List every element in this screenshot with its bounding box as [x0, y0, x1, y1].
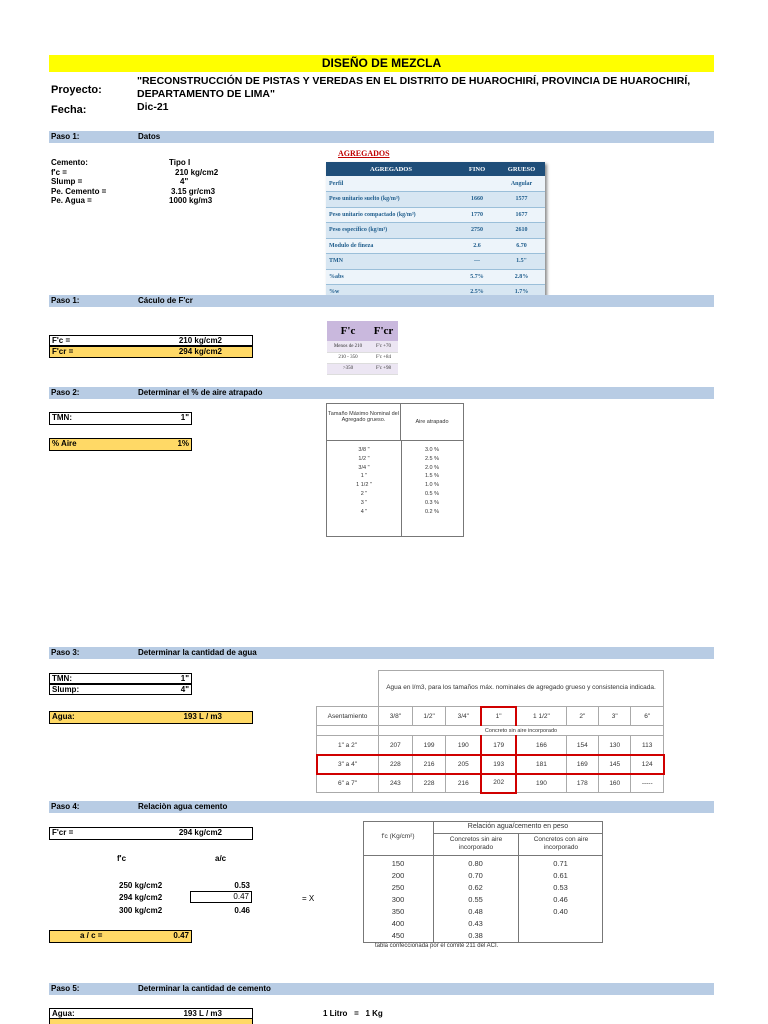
table-cell: F'c +84: [369, 352, 398, 363]
table-header: 6": [631, 707, 664, 726]
table-cell: Peso unitario suelto (kg/m³): [326, 192, 456, 208]
step-title: Cáculo de F'cr: [138, 296, 193, 305]
table-cell: 193: [481, 755, 516, 774]
agregados-title: AGREGADOS: [338, 149, 390, 158]
step-bar-datos: [49, 131, 714, 143]
ac-table-col0: f'c (Kg/cm²): [381, 833, 415, 840]
table-row: [327, 363, 398, 374]
table-cell: 1.5 %: [424, 473, 440, 480]
table-cell: %abs: [326, 269, 456, 285]
table-row: [326, 192, 545, 208]
datos-label: Pe. Agua =: [51, 196, 92, 205]
slump-value: 4": [180, 685, 189, 694]
table-row: [326, 223, 545, 239]
fcr-value: 294 kg/cm2: [178, 347, 222, 356]
table-cell: 5.7%: [456, 269, 498, 285]
fecha-value: Dic-21: [137, 101, 169, 113]
interp-ac: 0.46: [234, 906, 250, 915]
table-cell: 0.62: [468, 883, 483, 892]
table-subheader-row: [317, 726, 664, 736]
datos-value: Tipo I: [169, 158, 191, 167]
table-cell: %w: [326, 285, 456, 301]
interp-fc: 294 kg/cm2: [119, 893, 163, 902]
tmn-value: 1": [180, 413, 189, 422]
datos-list: [51, 158, 251, 206]
ac-table-note: tabla confeccionada por el comité 211 del ACI.: [375, 943, 499, 949]
table-cell: 0.46: [553, 895, 568, 904]
table-row: [317, 774, 664, 793]
table-cell: 190: [516, 774, 566, 793]
table-cell: 400: [391, 919, 405, 928]
table-cell: 154: [566, 736, 598, 755]
ac-con-column: [518, 858, 603, 918]
agua-label: Agua:: [52, 1009, 75, 1018]
table-cell: 178: [566, 774, 598, 793]
col-ac-label: a/c: [215, 854, 227, 863]
table-header: FINO: [456, 162, 498, 176]
aire-value: 1%: [177, 439, 189, 448]
table-cell: 1.7%: [498, 285, 545, 301]
table-header-row: [326, 162, 545, 176]
table-header: Asentamiento: [317, 707, 379, 726]
step-label: Paso 2:: [51, 388, 80, 397]
table-cell: 3 ": [360, 499, 368, 506]
table-cell: 1/2 ": [358, 455, 370, 462]
conversion-note: 1 Litro = 1 Kg: [323, 1009, 383, 1018]
table-cell: 450: [391, 931, 405, 940]
step-title: Determinar el % de aire atrapado: [138, 388, 263, 397]
table-cell: 228: [412, 774, 446, 793]
table-cell: 243: [379, 774, 413, 793]
step-bar-agua: [49, 647, 714, 659]
agua-table: [316, 670, 664, 794]
datos-row: [51, 196, 251, 206]
table-cell: 300: [391, 895, 405, 904]
tmn-label: TMN:: [52, 674, 72, 683]
ac-table-col2: Concretos con aire incorporado: [533, 836, 589, 851]
table-cell: 2.5 %: [424, 455, 440, 462]
table-cell: 4 ": [360, 508, 368, 515]
col-fc-label: f'c: [117, 854, 127, 863]
step-title: Relaciòn agua cemento: [138, 802, 228, 811]
datos-label: Slump =: [51, 177, 83, 186]
aire-table-header-2: Aire atrapado: [401, 404, 463, 441]
table-cell: 124: [631, 755, 664, 774]
table-header: 1/2": [412, 707, 446, 726]
table-cell: 3/4 ": [358, 464, 370, 471]
table-cell: Menos de 210: [327, 341, 369, 352]
table-cell: 1 1/2 ": [356, 482, 372, 489]
slump-label: Slump:: [52, 685, 80, 694]
table-cell: F'c +70: [369, 341, 398, 352]
table-cell: 0.53: [553, 883, 568, 892]
step-title: Determinar la cantidad de cemento: [138, 984, 271, 993]
table-cell: Peso unitario compactado (kg/m³): [326, 207, 456, 223]
agregados-table: [326, 162, 545, 301]
table-cell: -----: [631, 774, 664, 793]
datos-label: f'c =: [51, 167, 67, 177]
fc-label: F'c =: [52, 336, 71, 345]
table-cell: 0.3 %: [424, 499, 440, 506]
ac-result-box: [49, 930, 192, 943]
interp-ac-result: 0.47: [190, 891, 252, 903]
table-cell: 0.5 %: [424, 490, 440, 497]
table-cell: 205: [446, 755, 481, 774]
proyecto-line-1: "RECONSTRUCCIÓN DE PISTAS Y VEREDAS EN EL DISTRITO DE HUAROCHIRÍ, PROVINCIA DE HUAROCHIRÍ,: [137, 75, 691, 87]
table-header: 3/8": [379, 707, 413, 726]
datos-row: [51, 177, 251, 187]
step-label: Paso 4:: [51, 802, 80, 811]
step-bar-cemento: [49, 983, 714, 995]
ac-result-value: 0.47: [173, 931, 189, 940]
datos-label: Cemento:: [51, 158, 88, 167]
table-cell: 3.0 %: [424, 447, 440, 453]
table-cell: 3/8 ": [358, 447, 370, 453]
interp-ac: 0.53: [234, 881, 250, 890]
table-cell: 0.61: [553, 871, 568, 880]
slump-box: [49, 684, 192, 695]
table-header: 2": [566, 707, 598, 726]
aire-label: % Aire: [52, 439, 77, 448]
datos-row: [51, 158, 251, 168]
table-cell: 1770: [456, 207, 498, 223]
step-title: Datos: [138, 132, 161, 141]
fecha-label: Fecha:: [51, 104, 87, 116]
table-cell: 0.43: [468, 919, 483, 928]
interp-fc: 250 kg/cm2: [119, 881, 163, 890]
table-header-row: [327, 321, 398, 341]
datos-value: 3.15 gr/cm3: [171, 186, 216, 196]
table-cell: ---: [456, 254, 498, 270]
table-row: [326, 238, 545, 254]
table-cell: 2.0 %: [424, 464, 440, 471]
table-header: 3/4": [446, 707, 481, 726]
table-cell: 207: [379, 736, 413, 755]
table-cell: 202: [481, 774, 516, 793]
table-header: GRUESO: [498, 162, 545, 176]
aire-sizes-column: [327, 446, 401, 516]
table-cell: 2750: [456, 223, 498, 239]
aire-values-column: [401, 446, 463, 516]
table-cell: 350: [391, 907, 405, 916]
aire-table: [326, 403, 464, 537]
table-cell: 160: [599, 774, 631, 793]
aire-box: [49, 438, 192, 451]
fc-box: [49, 335, 253, 346]
step-bar-ac: [49, 801, 714, 813]
table-cell: 0.40: [553, 907, 568, 916]
agua-value: 193 L / m3: [183, 712, 222, 721]
equals-x: = X: [302, 894, 315, 903]
tmn-label: TMN:: [52, 413, 72, 422]
table-cell: 145: [599, 755, 631, 774]
fc-value: 210 kg/cm2: [178, 336, 222, 345]
table-row: [326, 269, 545, 285]
table-cell: 190: [446, 736, 481, 755]
table-cell: 2610: [498, 223, 545, 239]
interp-fc: 300 kg/cm2: [119, 906, 163, 915]
table-row: [326, 254, 545, 270]
step-bar-fcr: [49, 295, 714, 307]
step-label: Paso 1:: [51, 132, 80, 141]
table-row-highlight: [317, 755, 664, 774]
step-label: Paso 1:: [51, 296, 80, 305]
table-header: F'c: [327, 321, 369, 341]
fcr-box: [49, 346, 253, 358]
table-cell: 228: [379, 755, 413, 774]
table-cell: 130: [599, 736, 631, 755]
table-cell: 2.6: [456, 238, 498, 254]
table-cell: F'c +98: [369, 363, 398, 374]
step-label: Paso 3:: [51, 648, 80, 657]
table-cell: 166: [516, 736, 566, 755]
table-cell: 181: [516, 755, 566, 774]
proyecto-text: [137, 75, 717, 114]
table-cell: 169: [566, 755, 598, 774]
agua-box: [49, 711, 253, 724]
table-row: [326, 207, 545, 223]
table-header: F'cr: [369, 321, 398, 341]
table-cell: 210 - 350: [327, 352, 369, 363]
table-cell: 216: [412, 755, 446, 774]
ac-sin-column: [433, 858, 518, 942]
table-row: [326, 176, 545, 192]
datos-label: Pe. Cemento =: [51, 186, 107, 196]
table-cell: 6.70: [498, 238, 545, 254]
table-cell: 216: [446, 774, 481, 793]
table-cell: 0.70: [468, 871, 483, 880]
table-cell: 199: [412, 736, 446, 755]
step-title: Determinar la cantidad de agua: [138, 648, 257, 657]
table-cell: TMN: [326, 254, 456, 270]
fcr-label: F'cr =: [52, 828, 74, 837]
fcr-table: [327, 321, 398, 375]
agua-box: [49, 1008, 253, 1019]
table-cell: 0.55: [468, 895, 483, 904]
table-row: [327, 341, 398, 352]
table-row: [317, 671, 664, 707]
page-title: DISEÑO DE MEZCLA: [49, 55, 714, 72]
datos-row: [51, 187, 251, 197]
datos-row: [51, 168, 251, 178]
table-cell: 1677: [498, 207, 545, 223]
table-cell: 0.48: [468, 907, 483, 916]
tmn-box: [49, 412, 192, 425]
tmn-value: 1": [180, 674, 189, 683]
datos-value: 1000 kg/m3: [169, 196, 213, 205]
table-cell: 0.71: [553, 859, 568, 868]
cemento-box-partial: [49, 1019, 253, 1024]
table-cell: [456, 176, 498, 192]
table-header: 1 1/2": [516, 707, 566, 726]
table-cell: 1.0 %: [424, 482, 440, 489]
agua-label: Agua:: [52, 712, 75, 721]
table-cell: >350: [327, 363, 369, 374]
table-cell: 2.8%: [498, 269, 545, 285]
table-header: AGREGADOS: [326, 162, 456, 176]
table-cell: Perfil: [326, 176, 456, 192]
table-cell: Peso específico (kg/m³): [326, 223, 456, 239]
table-cell: 2.5%: [456, 285, 498, 301]
table-row: [317, 736, 664, 755]
agua-table-subheader: Concreto sin aire incorporado: [379, 726, 664, 736]
table-cell: 6" a 7": [317, 774, 379, 793]
step-bar-aire: [49, 387, 714, 399]
ac-result-label: a / c =: [80, 931, 103, 940]
datos-value: 210 kg/cm2: [175, 167, 219, 177]
tmn-box: [49, 673, 192, 684]
proyecto-line-2: DEPARTAMENTO DE LIMA": [137, 88, 275, 100]
table-cell: 0.2 %: [424, 508, 440, 515]
table-row: [327, 352, 398, 363]
table-cell: Angular: [498, 176, 545, 192]
table-header-highlight: 1": [481, 707, 516, 726]
step-label: Paso 5:: [51, 984, 80, 993]
agua-value: 193 L / m3: [183, 1009, 222, 1018]
aire-table-header-1: Tamaño Máximo Nominal del Agregado grueso.: [327, 404, 401, 441]
table-cell: 2 ": [360, 490, 368, 497]
table-cell: 3" a 4": [317, 755, 379, 774]
table-cell: 1660: [456, 192, 498, 208]
table-header-row: [317, 707, 664, 726]
table-cell: 200: [391, 871, 405, 880]
fcr-label: F'cr =: [52, 347, 74, 356]
table-cell: 0.38: [468, 931, 483, 940]
table-cell: 1577: [498, 192, 545, 208]
table-cell: 150: [391, 859, 405, 868]
proyecto-label: Proyecto:: [51, 84, 102, 96]
ac-table-col1: Concretos sin aire incorporado: [449, 836, 503, 851]
ac-table-header: Relación agua/cemento en peso: [467, 823, 569, 830]
table-cell: Modulo de fineza: [326, 238, 456, 254]
table-cell: 250: [391, 883, 405, 892]
table-cell: 113: [631, 736, 664, 755]
table-cell: 1 ": [360, 473, 368, 480]
table-header: 3": [599, 707, 631, 726]
table-cell: 179: [481, 736, 516, 755]
datos-value: 4": [180, 177, 189, 186]
fcr-box: [49, 827, 253, 840]
agua-table-caption: Agua en l/m3, para los tamaños máx. nominales de agregado grueso y consistencia indicada.: [379, 671, 664, 707]
ac-fc-column: [363, 858, 433, 942]
fcr-value: 294 kg/cm2: [178, 828, 222, 837]
table-cell: 1.5": [498, 254, 545, 270]
table-cell: 1" a 2": [317, 736, 379, 755]
table-cell: 0.80: [468, 859, 483, 868]
